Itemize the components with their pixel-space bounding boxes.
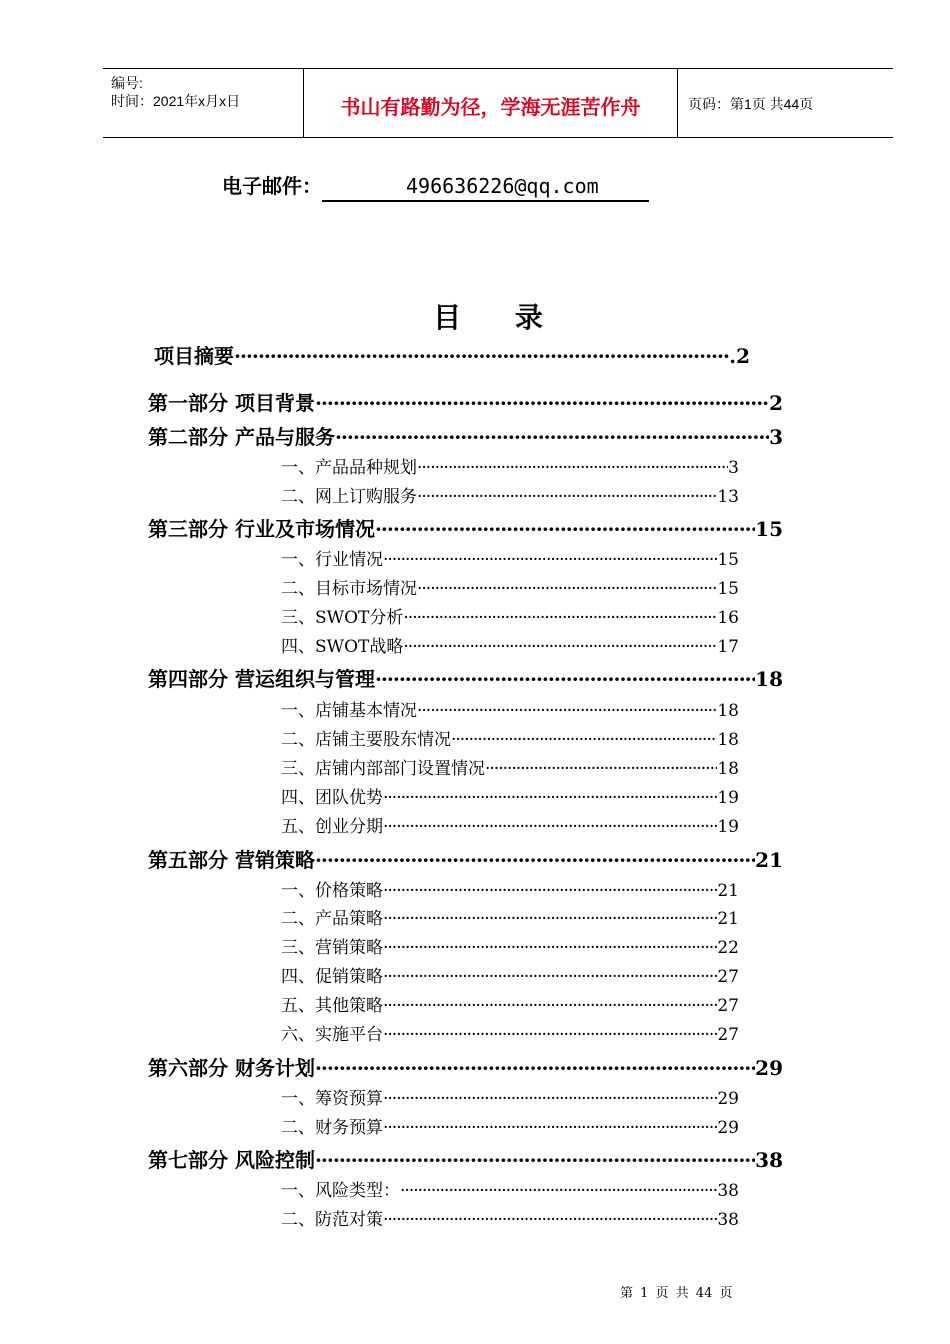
toc-section-entry[interactable] <box>148 421 783 450</box>
toc-entry-label: 一、产品品种规划 <box>281 458 417 478</box>
toc-section-entry[interactable] <box>148 513 783 542</box>
toc-entry-label: 四、团队优势 <box>281 788 383 808</box>
toc-dot-leader <box>383 909 717 929</box>
toc-page-number: 38 <box>717 1210 739 1230</box>
header-page-info: 页码：第1页 共44页 <box>688 96 814 112</box>
toc-entry-label: 五、其他策略 <box>281 996 383 1016</box>
toc-entry-label: 二、网上订购服务 <box>281 487 417 507</box>
toc-subsection-entry[interactable] <box>281 632 739 657</box>
toc-entry-label: 项目摘要 <box>154 344 234 368</box>
toc-page-number: 19 <box>717 817 739 837</box>
toc-entry-label: 三、店铺内部部门设置情况 <box>281 759 485 779</box>
toc-page-number: 22 <box>717 938 739 958</box>
toc-page-number: 38 <box>755 1148 783 1172</box>
toc-dot-leader <box>383 550 717 570</box>
toc-dot-leader <box>383 788 717 808</box>
toc-page-number: 21 <box>717 909 739 929</box>
header-motto: 书山有路勤为径，学海无涯苦作舟 <box>340 95 641 119</box>
toc-dot-leader <box>383 1089 717 1109</box>
toc-subsection-entry[interactable] <box>281 574 739 599</box>
toc-page-number: 19 <box>717 788 739 808</box>
toc-page-number: 21 <box>755 848 783 872</box>
toc-dot-leader <box>451 730 717 750</box>
toc-dot-leader <box>417 458 728 478</box>
toc-section-entry[interactable] <box>154 340 750 369</box>
toc-dot-leader <box>383 938 717 958</box>
toc-dot-leader <box>234 344 729 368</box>
toc-entry-label: 第三部分 行业及市场情况 <box>148 517 375 541</box>
toc-section-entry[interactable] <box>148 1052 783 1081</box>
toc-entry-label: 二、目标市场情况 <box>281 579 417 599</box>
toc-dot-leader <box>485 759 717 779</box>
toc-subsection-entry[interactable] <box>281 1020 739 1045</box>
toc-page-number: 18 <box>755 667 783 691</box>
toc-page-number: 29 <box>755 1056 783 1080</box>
toc-subsection-entry[interactable] <box>281 696 739 721</box>
toc-entry-label: 三、SWOT分析 <box>281 608 404 628</box>
toc-page-number: 15 <box>717 550 739 570</box>
toc-section-entry[interactable] <box>148 844 783 873</box>
toc-entry-label: 第七部分 风险控制 <box>148 1148 315 1172</box>
email-label: 电子邮件： <box>222 174 322 198</box>
toc-page-number: 15 <box>717 579 739 599</box>
toc-page-number: 27 <box>717 967 739 987</box>
toc-subsection-entry[interactable] <box>281 603 739 628</box>
toc-section-entry[interactable] <box>148 1144 783 1173</box>
toc-dot-leader <box>383 1118 717 1138</box>
email-address[interactable]: 496636226@qq.com <box>322 174 649 202</box>
toc-page-number: 16 <box>717 608 739 628</box>
toc-page-number: 27 <box>717 996 739 1016</box>
toc-dot-leader <box>417 701 717 721</box>
toc-page-number: 29 <box>717 1089 739 1109</box>
toc-subsection-entry[interactable] <box>281 545 739 570</box>
toc-subsection-entry[interactable] <box>281 725 739 750</box>
toc-page-number: 3 <box>728 458 739 478</box>
toc-page-number: .2 <box>729 344 750 368</box>
toc-dot-leader <box>315 391 769 415</box>
toc-dot-leader <box>315 848 755 872</box>
toc-subsection-entry[interactable] <box>281 876 739 901</box>
toc-dot-leader <box>383 881 717 901</box>
toc-dot-leader <box>403 637 717 657</box>
toc-subsection-entry[interactable] <box>281 754 739 779</box>
toc-page-number: 3 <box>769 425 783 449</box>
toc-subsection-entry[interactable] <box>281 904 739 929</box>
toc-page-number: 18 <box>717 730 739 750</box>
toc-page-number: 38 <box>717 1181 739 1201</box>
toc-subsection-entry[interactable] <box>281 783 739 808</box>
toc-entry-label: 一、风险类型： <box>281 1181 400 1201</box>
toc-dot-leader <box>375 667 755 691</box>
toc-entry-label: 二、产品策略 <box>281 909 383 929</box>
toc-entry-label: 二、店铺主要股东情况 <box>281 730 451 750</box>
toc-page-number: 15 <box>755 517 783 541</box>
toc-entry-label: 第四部分 营运组织与管理 <box>148 667 375 691</box>
toc-dot-leader <box>383 996 717 1016</box>
toc-subsection-entry[interactable] <box>281 991 739 1016</box>
toc-entry-label: 一、店铺基本情况 <box>281 701 417 721</box>
toc-section-entry[interactable] <box>148 663 783 692</box>
toc-page-number: 29 <box>717 1118 739 1138</box>
toc-subsection-entry[interactable] <box>281 1084 739 1109</box>
toc-dot-leader <box>375 517 755 541</box>
toc-subsection-entry[interactable] <box>281 1113 739 1138</box>
toc-subsection-entry[interactable] <box>281 962 739 987</box>
toc-dot-leader <box>417 487 717 507</box>
toc-page-number: 13 <box>717 487 739 507</box>
toc-page-number: 18 <box>717 701 739 721</box>
toc-section-entry[interactable] <box>148 387 783 416</box>
toc-dot-leader <box>383 817 717 837</box>
toc-entry-label: 四、SWOT战略 <box>281 637 404 657</box>
toc-entry-label: 一、行业情况 <box>281 550 383 570</box>
toc-entry-label: 一、价格策略 <box>281 881 383 901</box>
document-time-label: 时间：2021年x月x日 <box>111 93 241 109</box>
toc-subsection-entry[interactable] <box>281 482 739 507</box>
toc-page-number: 18 <box>717 759 739 779</box>
toc-entry-label: 第五部分 营销策略 <box>148 848 315 872</box>
toc-entry-label: 第六部分 财务计划 <box>148 1056 315 1080</box>
toc-entry-label: 四、促销策略 <box>281 967 383 987</box>
toc-entry-label: 二、财务预算 <box>281 1118 383 1138</box>
toc-page-number: 17 <box>717 637 739 657</box>
toc-page-number: 2 <box>769 391 783 415</box>
toc-title: 目 录 <box>433 301 565 334</box>
toc-subsection-entry[interactable] <box>281 933 739 958</box>
toc-dot-leader <box>315 1148 755 1172</box>
toc-page-number: 21 <box>717 881 739 901</box>
toc-subsection-entry[interactable] <box>281 1176 739 1201</box>
toc-dot-leader <box>400 1181 717 1201</box>
toc-entry-label: 第二部分 产品与服务 <box>148 425 335 449</box>
toc-entry-label: 五、创业分期 <box>281 817 383 837</box>
toc-entry-label: 二、防范对策 <box>281 1210 383 1230</box>
toc-subsection-entry[interactable] <box>281 812 739 837</box>
toc-dot-leader <box>417 579 717 599</box>
toc-entry-label: 三、营销策略 <box>281 938 383 958</box>
toc-dot-leader <box>383 1210 717 1230</box>
toc-dot-leader <box>403 608 717 628</box>
toc-entry-label: 六、实施平台 <box>281 1025 383 1045</box>
document-code-label: 编号: <box>111 75 143 91</box>
toc-page-number: 27 <box>717 1025 739 1045</box>
toc-entry-label: 第一部分 项目背景 <box>148 391 315 415</box>
toc-subsection-entry[interactable] <box>281 453 739 478</box>
page-footer: 第 1 页 共 44 页 <box>620 1286 733 1301</box>
toc-entry-label: 一、筹资预算 <box>281 1089 383 1109</box>
toc-dot-leader <box>383 967 717 987</box>
toc-dot-leader <box>315 1056 755 1080</box>
toc-dot-leader <box>383 1025 717 1045</box>
toc-dot-leader <box>335 425 769 449</box>
toc-subsection-entry[interactable] <box>281 1205 739 1230</box>
